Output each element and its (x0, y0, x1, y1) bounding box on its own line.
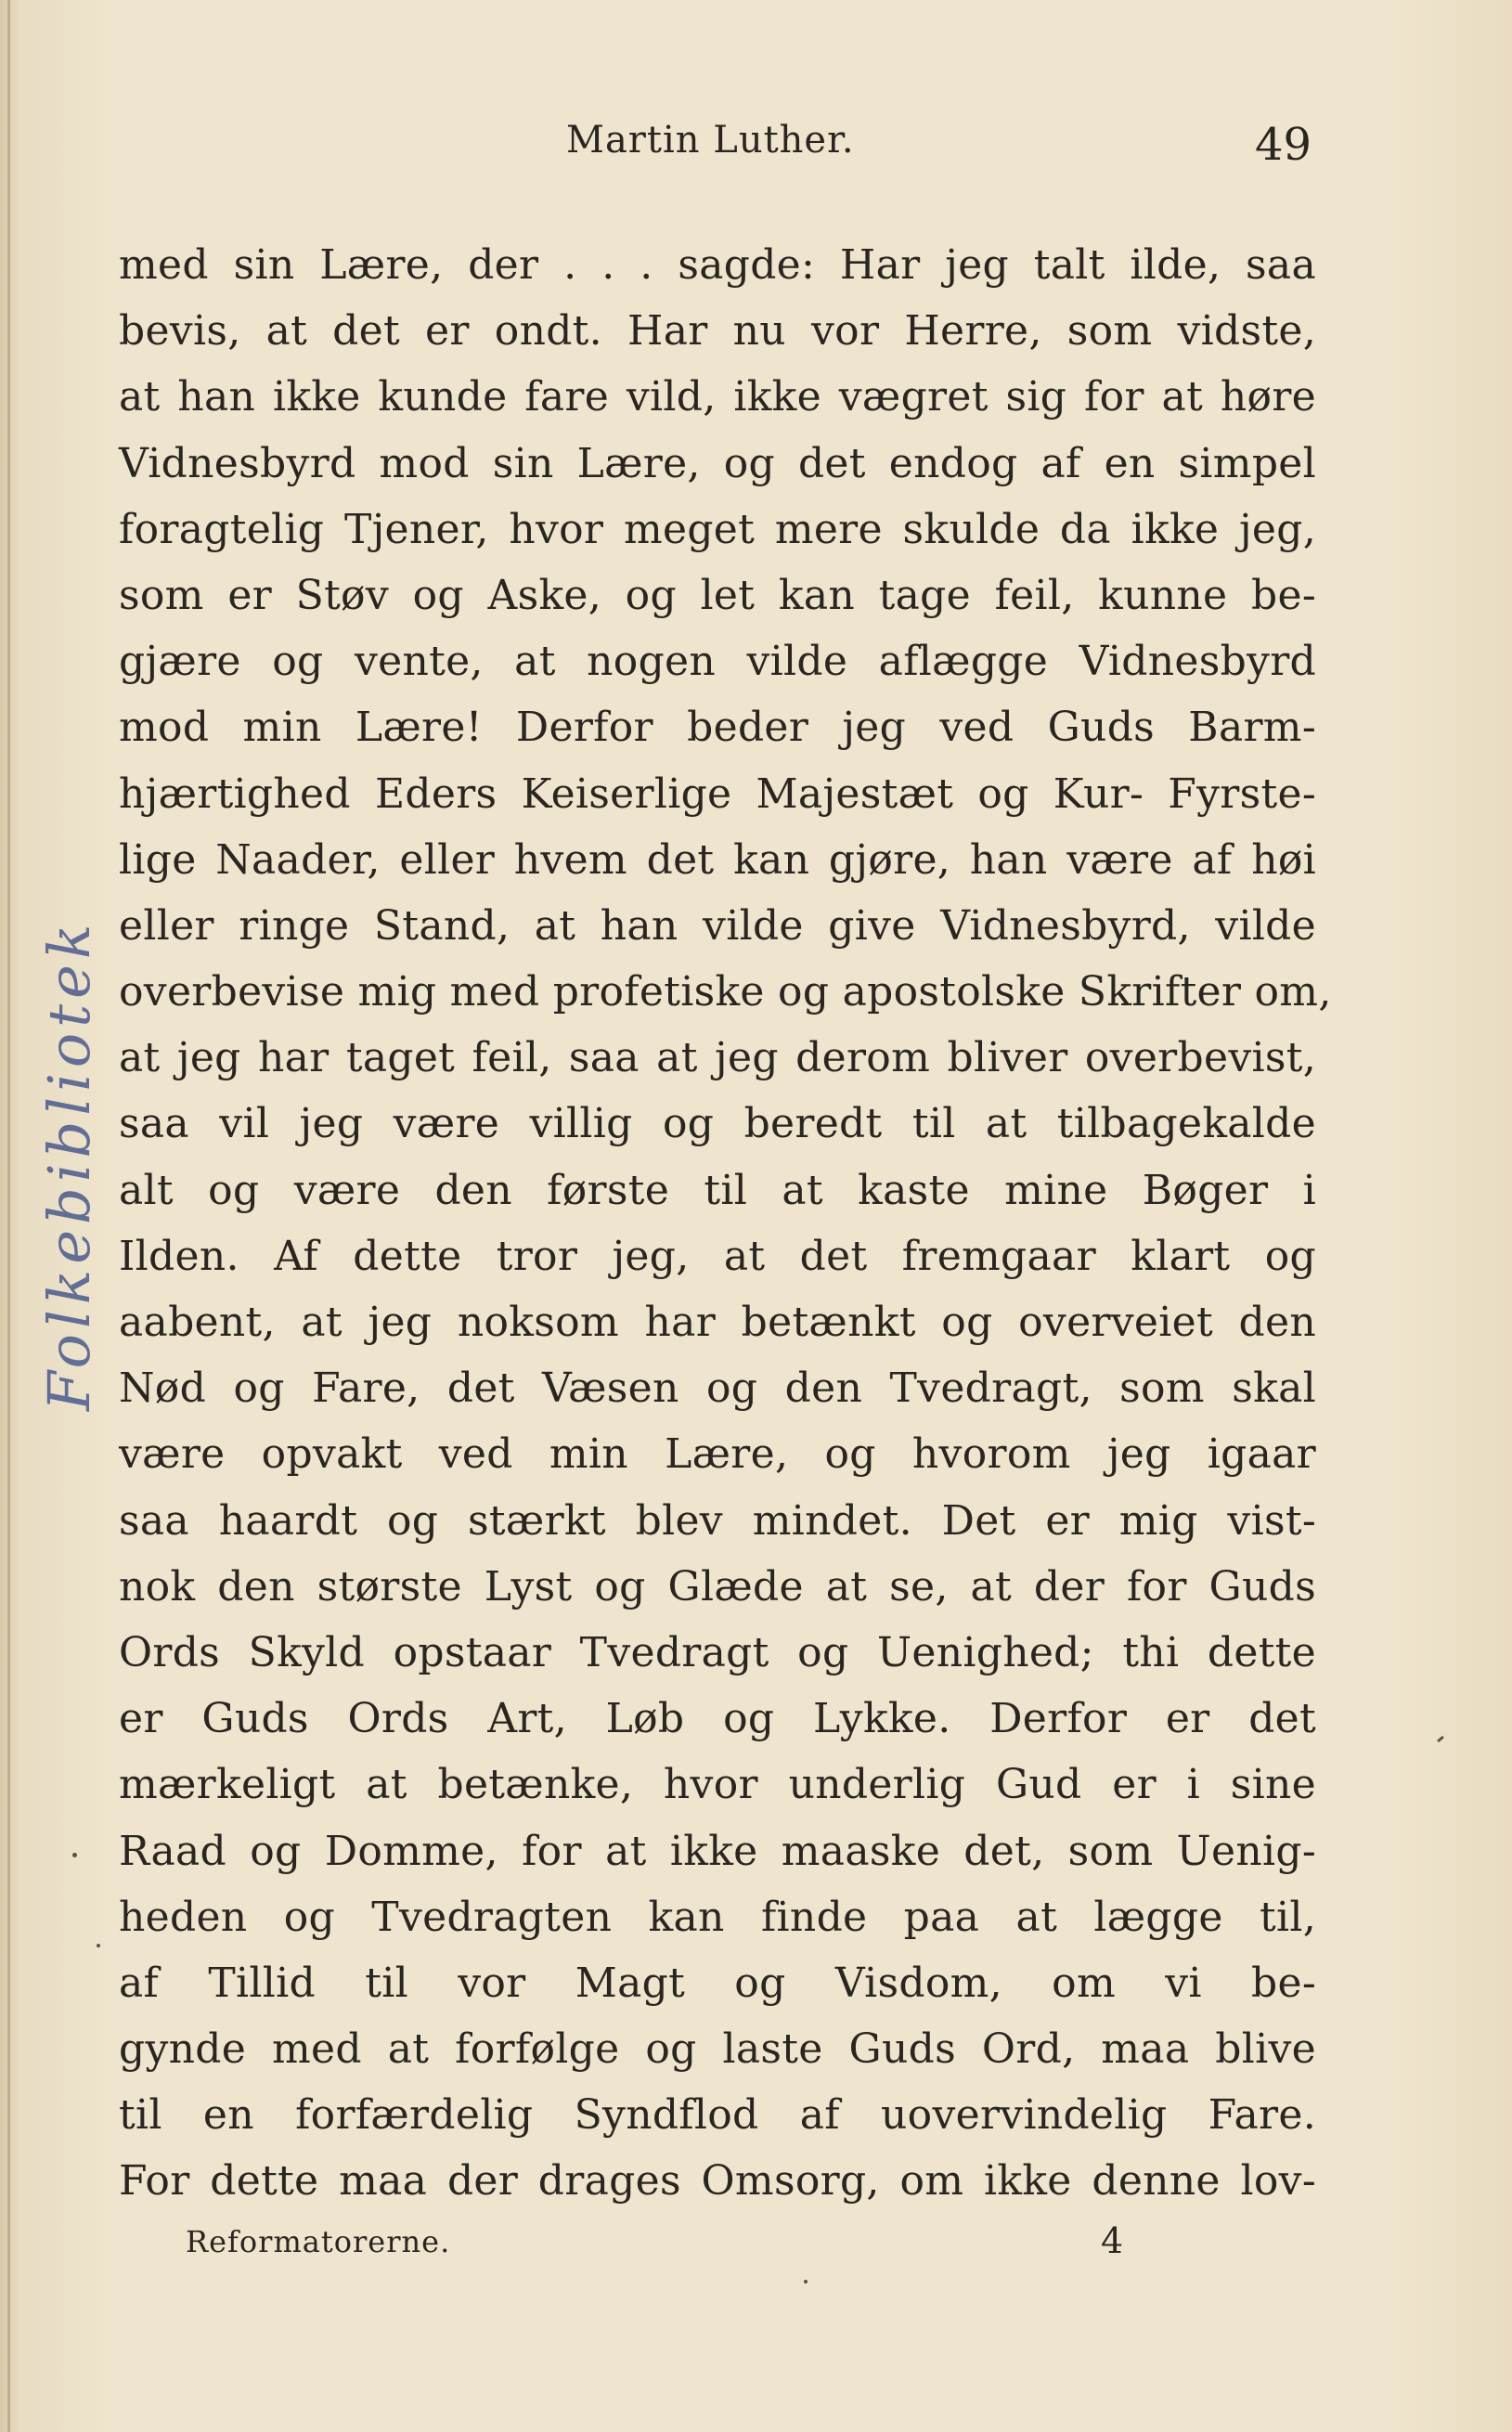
text-line: mærkeligt at betænke, hvor underlig Gud er i sine (119, 1761, 1316, 1809)
text-line: med sin Lære, der . . . sagde: Har jeg talt ilde, saa (119, 241, 1316, 289)
text-line: som er Støv og Aske, og let kan tage feil, kunne be- (119, 571, 1316, 619)
binding-edge (7, 0, 10, 2432)
signature-mark: Reformatorerne. (186, 2224, 451, 2259)
text-line: lige Naader, eller hvem det kan gjøre, han være af høi (119, 835, 1316, 884)
text-line: hjærtighed Eders Keiserlige Majestæt og Kur- Fyrste- (119, 770, 1316, 818)
text-line: heden og Tvedragten kan finde paa at lægge til, (119, 1893, 1316, 1941)
stamp-text: Folkebibliotek (41, 918, 103, 1411)
text-line: For dette maa der drages Omsorg, om ikke denne lov- (119, 2157, 1316, 2206)
text-line: Vidnesbyrd mod sin Lære, og det endog af en simpel (119, 439, 1316, 487)
text-line: gjære og vente, at nogen vilde aflægge Vidnesbyrd (119, 638, 1316, 686)
text-line: at han ikke kunde fare vild, ikke vægret sig for at høre (119, 373, 1316, 421)
text-line: alt og være den første til at kaste mine Bøger i (119, 1166, 1316, 1214)
page-number: 49 (1255, 119, 1312, 171)
running-title: Martin Luther. (566, 119, 855, 162)
text-line: saa haardt og stærkt blev mindet. Det er mig vist- (119, 1496, 1316, 1545)
text-line: bevis, at det er ondt. Har nu vor Herre, som vidste, (119, 307, 1316, 356)
text-line: til en forfærdelig Syndflod af uovervindelig Fare. (119, 2091, 1316, 2140)
text-line: Ilden. Af dette tror jeg, at det fremgaar klart og (119, 1232, 1316, 1280)
text-line: være opvakt ved min Lære, og hvorom jeg igaar (119, 1430, 1316, 1479)
sheet-number: 4 (1101, 2220, 1124, 2261)
ink-speck (97, 1944, 100, 1947)
ink-speck (804, 2280, 808, 2283)
running-header (0, 119, 1512, 175)
text-line: af Tillid til vor Magt og Visdom, om vi be- (119, 1959, 1316, 2007)
text-line: at jeg har taget feil, saa at jeg derom bliver overbevist, (119, 1034, 1316, 1082)
library-stamp-graphic (41, 501, 115, 1420)
text-line: mod min Lære! Derfor beder jeg ved Guds Barm- (119, 704, 1316, 752)
text-line: gynde med at forfølge og laste Guds Ord, maa blive (119, 2025, 1316, 2074)
text-line: Ords Skyld opstaar Tvedragt og Uenighed; thi dette (119, 1628, 1316, 1676)
ink-speck (72, 1853, 77, 1857)
text-line: foragtelig Tjener, hvor meget mere skulde da ikke jeg, (119, 505, 1316, 553)
text-line: saa vil jeg være villig og beredt til at tilbagekalde (119, 1100, 1316, 1148)
text-line: Raad og Domme, for at ikke maaske det, som Uenig- (119, 1827, 1316, 1875)
text-line: eller ringe Stand, at han vilde give Vidnesbyrd, vilde (119, 901, 1316, 950)
text-line: er Guds Ords Art, Løb og Lykke. Derfor er det (119, 1695, 1316, 1743)
library-stamp (41, 501, 115, 1420)
text-line: Nød og Fare, det Væsen og den Tvedragt, som skal (119, 1365, 1316, 1413)
text-line: nok den største Lyst og Glæde at se, at der for Guds (119, 1562, 1316, 1611)
main-text (119, 232, 1332, 2215)
text-line: aabent, at jeg noksom har betænkt og overveiet den (119, 1299, 1316, 1346)
text-line: overbevise mig med profetiske og apostolske Skrifter om, (119, 968, 1332, 1016)
